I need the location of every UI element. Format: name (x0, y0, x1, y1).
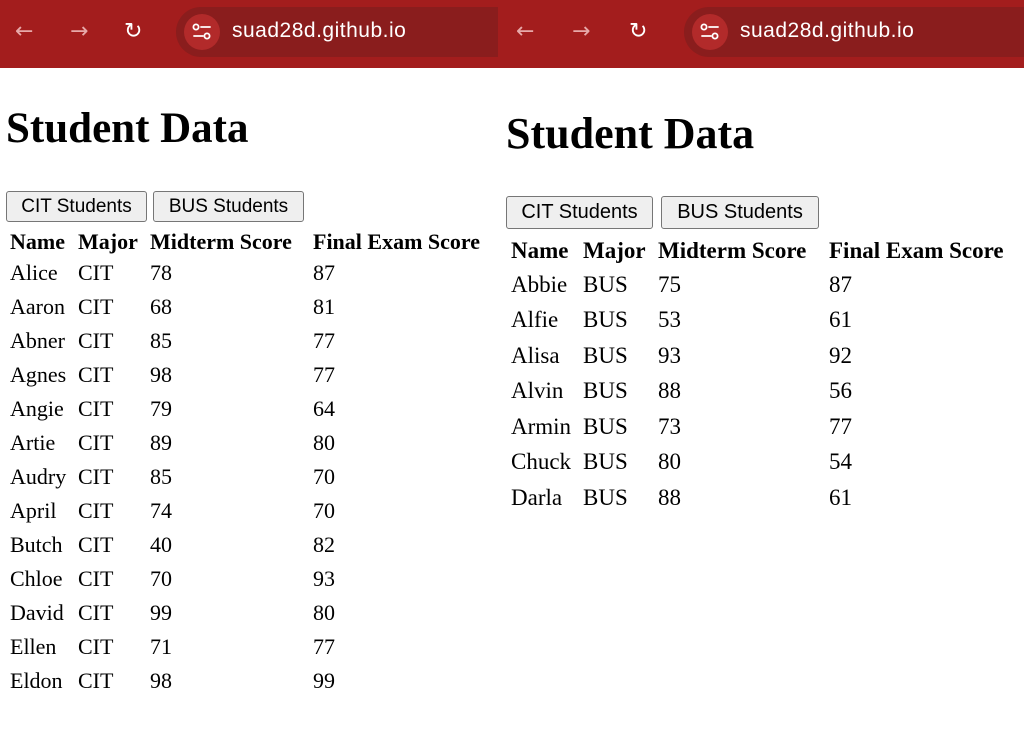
cell-name: Abbie (511, 271, 568, 297)
cell-major: CIT (78, 464, 114, 489)
arrow-left-icon[interactable]: ← (15, 19, 34, 44)
cit-students-button[interactable]: CIT Students (6, 191, 147, 222)
table-row (511, 374, 1004, 410)
cell-final: 92 (829, 342, 852, 368)
cell-major: CIT (78, 294, 114, 319)
cell-name: Alisa (511, 342, 560, 368)
cell-midterm: 74 (150, 498, 172, 523)
cell-major: BUS (583, 484, 628, 510)
cell-major: CIT (78, 566, 114, 591)
table-row (10, 426, 480, 460)
cell-final: 70 (313, 498, 335, 523)
cell-name: Agnes (10, 362, 67, 387)
cell-midterm: 71 (150, 634, 172, 659)
cell-final: 77 (829, 413, 852, 439)
cell-midterm: 99 (150, 600, 172, 625)
cell-midterm: 78 (150, 260, 172, 285)
cell-name: Artie (10, 430, 56, 455)
table-row (10, 290, 480, 324)
table-row (10, 324, 480, 358)
cell-major: CIT (78, 600, 114, 625)
arrow-right-icon[interactable]: → (572, 19, 591, 44)
page-content (0, 68, 498, 731)
url-text: suad28d.github.io (740, 19, 915, 42)
table-row (10, 256, 480, 290)
page-title: Student Data (6, 105, 249, 152)
cell-major: CIT (78, 260, 114, 285)
cell-final: 70 (313, 464, 335, 489)
table-body (511, 267, 1004, 516)
table-row (511, 480, 1004, 516)
page-title: Student Data (506, 109, 755, 158)
cell-midterm: 68 (150, 294, 172, 319)
cell-name: Ellen (10, 634, 57, 659)
cell-major: CIT (78, 634, 114, 659)
cell-major: CIT (78, 396, 114, 421)
browser-window-right (498, 0, 1024, 731)
bus-students-button[interactable]: BUS Students (661, 196, 819, 229)
cell-name: Darla (511, 484, 563, 510)
cell-name: Angie (10, 396, 64, 421)
table-row (511, 445, 1004, 481)
cell-final: 64 (313, 396, 335, 421)
table-row (10, 528, 480, 562)
page-content (498, 68, 1024, 731)
cell-name: Alice (10, 260, 58, 285)
address-bar[interactable] (176, 7, 498, 57)
cell-major: CIT (78, 498, 114, 523)
reload-icon[interactable]: ↻ (124, 19, 143, 44)
cell-midterm: 73 (658, 413, 681, 439)
arrow-right-icon[interactable]: → (70, 19, 89, 44)
filter-buttons (6, 191, 304, 222)
cell-name: Chuck (511, 449, 572, 475)
cell-final: 77 (313, 634, 335, 659)
table-row (511, 409, 1004, 445)
browser-toolbar (0, 0, 498, 68)
cell-final: 77 (313, 328, 335, 353)
cell-name: Abner (10, 328, 65, 353)
cell-name: April (10, 498, 57, 523)
cell-major: CIT (78, 532, 114, 557)
reload-icon[interactable]: ↻ (629, 19, 648, 44)
cell-name: Alvin (511, 378, 564, 404)
cell-major: CIT (78, 668, 114, 693)
cell-final: 99 (313, 668, 335, 693)
header-major: Major (78, 229, 138, 254)
header-name: Name (511, 238, 569, 263)
table-row (511, 338, 1004, 374)
tune-icon[interactable] (692, 14, 728, 50)
table-row (511, 303, 1004, 339)
cell-midterm: 80 (658, 449, 681, 475)
table-row (10, 664, 480, 698)
cell-major: BUS (583, 271, 628, 297)
table-row (10, 460, 480, 494)
arrow-left-icon[interactable]: ← (516, 19, 535, 44)
student-table (10, 228, 480, 698)
cell-final: 61 (829, 307, 852, 333)
tune-icon[interactable] (184, 14, 220, 50)
cell-midterm: 75 (658, 271, 681, 297)
cell-major: CIT (78, 430, 114, 455)
cell-major: BUS (583, 413, 628, 439)
filter-buttons (506, 196, 819, 229)
cell-midterm: 98 (150, 362, 172, 387)
cell-major: BUS (583, 378, 628, 404)
cell-name: David (10, 600, 64, 625)
browser-window-left (0, 0, 498, 731)
cell-name: Aaron (10, 294, 65, 319)
cell-midterm: 40 (150, 532, 172, 557)
bus-students-button[interactable]: BUS Students (153, 191, 304, 222)
cell-major: CIT (78, 328, 114, 353)
browser-toolbar (498, 0, 1024, 68)
header-major: Major (583, 238, 646, 263)
table-row (10, 630, 480, 664)
table-header-row (10, 228, 480, 256)
cell-midterm: 85 (150, 328, 172, 353)
table-body (10, 256, 480, 698)
cell-final: 82 (313, 532, 335, 557)
cell-midterm: 70 (150, 566, 172, 591)
cell-final: 80 (313, 600, 335, 625)
header-name: Name (10, 229, 65, 254)
cell-final: 93 (313, 566, 335, 591)
cell-name: Chloe (10, 566, 63, 591)
cell-midterm: 88 (658, 378, 681, 404)
table-header-row (511, 235, 1004, 267)
cell-name: Audry (10, 464, 67, 489)
table-row (10, 562, 480, 596)
cell-midterm: 53 (658, 307, 681, 333)
header-final: Final Exam Score (313, 229, 481, 254)
table-row (10, 494, 480, 528)
cell-final: 87 (829, 271, 852, 297)
cell-midterm: 88 (658, 484, 681, 510)
cell-final: 80 (313, 430, 335, 455)
table-row (10, 596, 480, 630)
table-row (10, 358, 480, 392)
address-bar[interactable] (684, 7, 1024, 57)
cell-final: 87 (313, 260, 335, 285)
cell-name: Butch (10, 532, 63, 557)
cell-final: 61 (829, 484, 852, 510)
cell-name: Eldon (10, 668, 63, 693)
cell-midterm: 98 (150, 668, 172, 693)
table-row (511, 267, 1004, 303)
cell-midterm: 89 (150, 430, 172, 455)
cell-final: 77 (313, 362, 335, 387)
cell-midterm: 93 (658, 342, 681, 368)
cell-final: 56 (829, 378, 852, 404)
cell-midterm: 85 (150, 464, 172, 489)
cit-students-button[interactable]: CIT Students (506, 196, 653, 229)
cell-midterm: 79 (150, 396, 172, 421)
table-row (10, 392, 480, 426)
cell-major: BUS (583, 342, 628, 368)
cell-major: BUS (583, 449, 628, 475)
cell-final: 81 (313, 294, 335, 319)
cell-name: Armin (511, 413, 572, 439)
cell-final: 54 (829, 449, 852, 475)
cell-major: BUS (583, 307, 628, 333)
student-table (511, 235, 1004, 516)
cell-major: CIT (78, 362, 114, 387)
header-final: Final Exam Score (829, 238, 1004, 263)
url-text: suad28d.github.io (232, 19, 407, 42)
header-midterm: Midterm Score (658, 238, 807, 263)
header-midterm: Midterm Score (150, 229, 292, 254)
cell-name: Alfie (511, 307, 559, 333)
